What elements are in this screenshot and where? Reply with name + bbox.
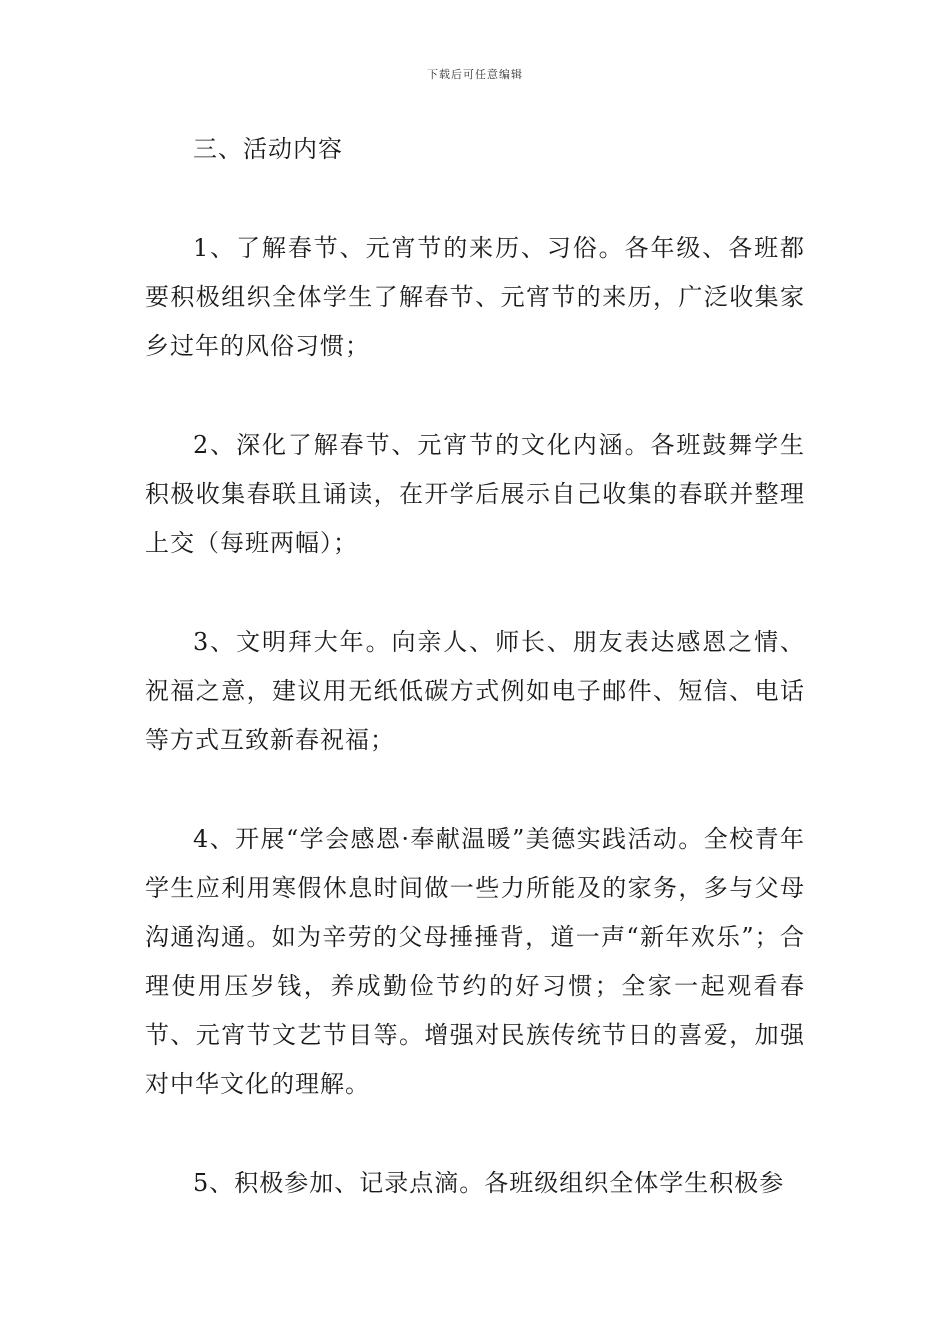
paragraph-item-1: 1、了解春节、元宵节的来历、习俗。各年级、各班都要积极组织全体学生了解春节、元宵节的来历，广泛收集家乡过年的风俗习惯； [145,234,805,360]
paragraph-item-4: 4、开展“学会感恩·奉献温暖”美德实践活动。全校青年学生应利用寒假休息时间做一些力所能及的家务，多与父母沟通沟通。如为辛劳的父母捶捶背，道一声“新年欢乐”；合理使用压岁钱，养成勤俭节约的好习惯；全家一起观看春节、元宵节文艺节目等。增强对民族传统节日的喜爱，加强对中华文化的理解。 [145,825,805,1098]
paragraph-item-3: 3、文明拜大年。向亲人、师长、朋友表达感恩之情、祝福之意，建议用无纸低碳方式例如电子邮件、短信、电话等方式互致新春祝福； [145,628,805,754]
paragraph-item-2: 2、深化了解春节、元宵节的文化内涵。各班鼓舞学生积极收集春联且诵读，在开学后展示自己收集的春联并整理上交（每班两幅）； [145,431,805,557]
section-heading: 三、活动内容 [193,135,343,163]
header-note: 下载后可任意编辑 [427,68,523,81]
paragraph-item-5: 5、积极参加、记录点滴。各班级组织全体学生积极参 [193,1169,785,1197]
document-body [145,124,805,1258]
